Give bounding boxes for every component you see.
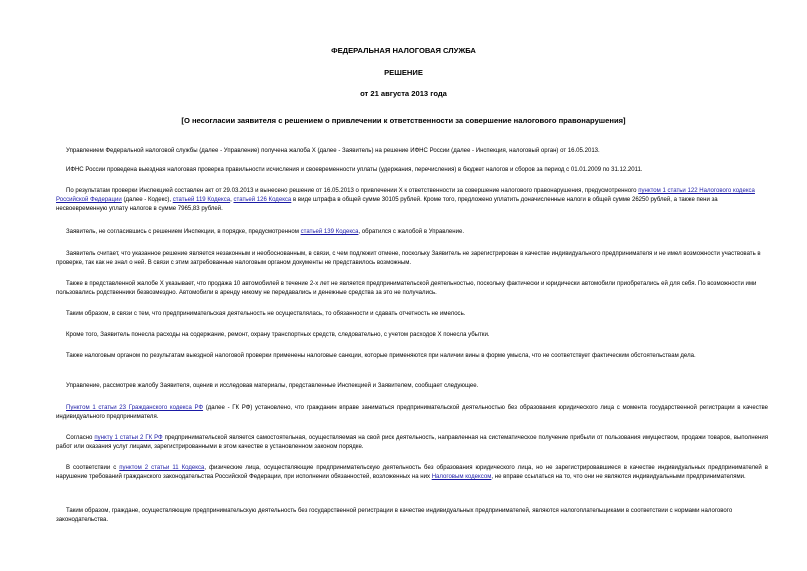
link-article-122[interactable]: пунктом 1 статьи 122 Налогового кодекса Российской Федерации: [56, 188, 755, 203]
paragraph-13: [56, 464, 768, 482]
text: ,: [230, 197, 234, 203]
text: Согласно: [66, 435, 95, 441]
text: , физические лица, осуществляющие предпринимательскую деятельность без образования юридического лица, но не зарегистрировавшиеся в качестве индивидуальных предпринимателей в нарушение требований гражданского законодательства Российской Федерации, при исполнении обязанностей, возложенных на них: [56, 465, 768, 480]
text: По результатам проверки Инспекцией составлен акт от 29.03.2013 и вынесено решение от 16.05.2013 о привлечении Х к ответственности за совершение налогового правонарушения, предусмотренного: [66, 188, 639, 194]
agency-title: ФЕДЕРАЛЬНАЯ НАЛОГОВАЯ СЛУЖБА: [331, 46, 476, 55]
document-subject: [О несогласии заявителя с решением о привлечении к ответственности за совершение налогового правонарушения]: [181, 116, 626, 125]
text: (далее - ГК РФ) установлено, что гражданин вправе заниматься предпринимательской деятельностью без образования юридического лица с момента государственной регистрации в качестве индивидуального предпринимателя.: [56, 405, 768, 420]
paragraph-2: ИФНС России проведена выездная налоговая проверка правильности исчисления и своевременности уплаты (удержания, перечисления) в бюджет налогов и сборов за период с 01.01.2009 по 31.12.2011.: [66, 167, 643, 173]
paragraph-5: Заявитель считает, что указанное решение является незаконным и необоснованным, в связи, с чем подлежит отмене, поскольку Заявитель не зарегистрирован в качестве индивидуального предпринимателя и не имел возможности участвовать в проверке, так как не знал о ней. В связи с этим затребованные налоговым органом документы не представилось возможным.: [56, 251, 761, 266]
link-article-126[interactable]: статьей 126 Кодекса: [233, 197, 292, 203]
paragraph-7: Таким образом, в связи с тем, что предпринимательская деятельность не осуществлялась, то обязанности и сдавать отчетность не имелось.: [66, 311, 466, 317]
paragraph-12: [56, 434, 768, 452]
link-article-139[interactable]: статьей 139 Кодекса: [300, 229, 359, 235]
paragraph-1: Управлением Федеральной налоговой службы (далее - Управление) получена жалоба Х (далее - Заявитель) на решение ИФНС России (далее - Инспекция, налоговый орган) от 16.05.2013.: [66, 148, 600, 154]
text: Заявитель, не согласившись с решением Инспекции, в порядке, предусмотренном: [66, 229, 301, 235]
link-tax-code[interactable]: Налоговым кодексом: [431, 474, 492, 480]
paragraph-11: [56, 404, 768, 422]
link-gk-article-23[interactable]: Пунктом 1 статьи 23 Гражданского кодекса РФ: [66, 405, 204, 411]
paragraph-6: Также в представленной жалобе Х указывает, что продажа 10 автомобилей в течение 2-х лет не является предпринимательской деятельностью, поскольку фактически и юридически автомобили приобретались ей для себя. По возможности ими пользовались родственники безвозмездно. Автомобили в аренду никому не передавались и денежные средства за это не получались.: [56, 281, 757, 296]
paragraph-8: Кроме того, Заявитель понесла расходы на содержание, ремонт, охрану транспортных средств, следовательно, с учетом расходов Х понесла убытки.: [66, 332, 490, 338]
paragraph-14: Таким образом, граждане, осуществляющие предпринимательскую деятельность без государственной регистрации в качестве индивидуальных предпринимателей, являются налогоплательщиками в соответствии с нормами налогового законодательства.: [56, 508, 733, 523]
document-date: от 21 августа 2013 года: [360, 89, 447, 98]
text: (далее - Кодекс),: [121, 197, 173, 203]
text: , не вправе ссылаться на то, что они не являются индивидуальными предпринимателями.: [491, 474, 746, 480]
text: , обратился с жалобой в Управление.: [358, 229, 465, 235]
paragraph-9: Также налоговым органом по результатам выездной налоговой проверки применены налоговые санкции, которые применяются при наличии вины в форме умысла, что не соответствует фактическим обстоятельствам дела.: [66, 353, 696, 359]
text: предпринимательской является самостоятельная, осуществляемая на свой риск деятельность, направленная на систематическое получение прибыли от пользования имуществом, продажи товаров, выполнения работ или оказания услуг лицами, зарегистрированными в этом качестве в установленном законом порядке.: [56, 435, 768, 450]
link-article-119[interactable]: статьей 119 Кодекса: [172, 197, 231, 203]
text: В соответствии с: [66, 465, 120, 471]
text: в виде штрафа в общей сумме 30105 рублей. Кроме того, предложено уплатить доначисленные налоги в общей сумме 26250 рублей, а также пени за несвоевременную уплату налогов в сумме 7965,83 рублей.: [56, 197, 718, 212]
paragraph-3: [56, 187, 768, 214]
link-article-11[interactable]: пунктом 2 статьи 11 Кодекса: [119, 465, 205, 471]
link-gk-article-2[interactable]: пункту 1 статьи 2 ГК РФ: [94, 435, 163, 441]
paragraph-4: [56, 228, 768, 237]
paragraph-10: Управление, рассмотрев жалобу Заявителя, оценив и исследовав материалы, представленные Инспекцией и Заявителем, сообщает следующее.: [66, 383, 479, 389]
document-type: РЕШЕНИЕ: [384, 68, 423, 77]
